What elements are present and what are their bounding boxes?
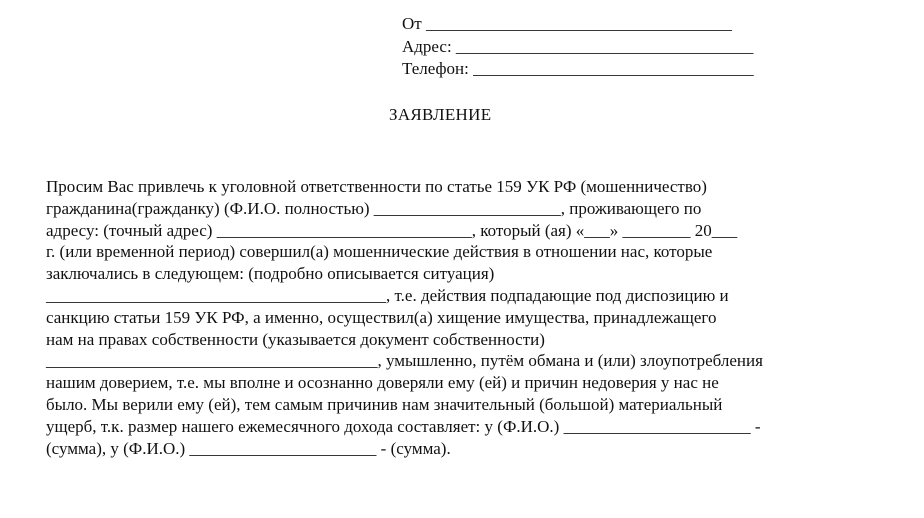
body-line: заключались в следующем: (подробно описывается ситуация) [46,264,495,284]
body-line: Просим Вас привлечь к уголовной ответственности по статье 159 УК РФ (мошенничество) [46,177,707,196]
document-title: ЗАЯВЛЕНИЕ [389,105,492,124]
body-line: _______________________________________, умышленно, путём обмана и (или) злоупотребления [46,351,763,371]
statement-body [46,176,866,459]
body-line: адресу: (точный адрес) ______________________________, который (ая) «___» ________ 20___ [46,220,738,240]
sender-details [402,13,754,81]
body-line: нашим доверием, т.е. мы вполне и осознанно доверяли ему (ей) и причин недоверия у нас не [46,373,719,393]
phone-line: Телефон: _________________________________ [402,59,754,78]
body-line: ________________________________________, т.е. действия подпадающие под диспозицию и [46,285,729,305]
body-line: (сумма), у (Ф.И.О.) ______________________ - (сумма). [46,438,451,458]
body-line: гражданина(гражданку) (Ф.И.О. полностью) ______________________, проживающего по [46,198,702,218]
from-line: От ____________________________________ [402,14,732,33]
body-line: ущерб, т.к. размер нашего ежемесячного дохода составляет: у (Ф.И.О.) ______________________ - [46,416,761,436]
body-line: г. (или временной период) совершил(а) мошеннические действия в отношении нас, которые [46,242,713,262]
address-line: Адрес: ___________________________________ [402,36,754,56]
body-line: санкцию статьи 159 УК РФ, а именно, осуществил(а) хищение имущества, принадлежащего [46,307,717,327]
body-line: нам на правах собственности (указывается документ собственности) [46,329,545,349]
body-line: было. Мы верили ему (ей), тем самым причинив нам значительный (большой) материальный [46,394,723,414]
